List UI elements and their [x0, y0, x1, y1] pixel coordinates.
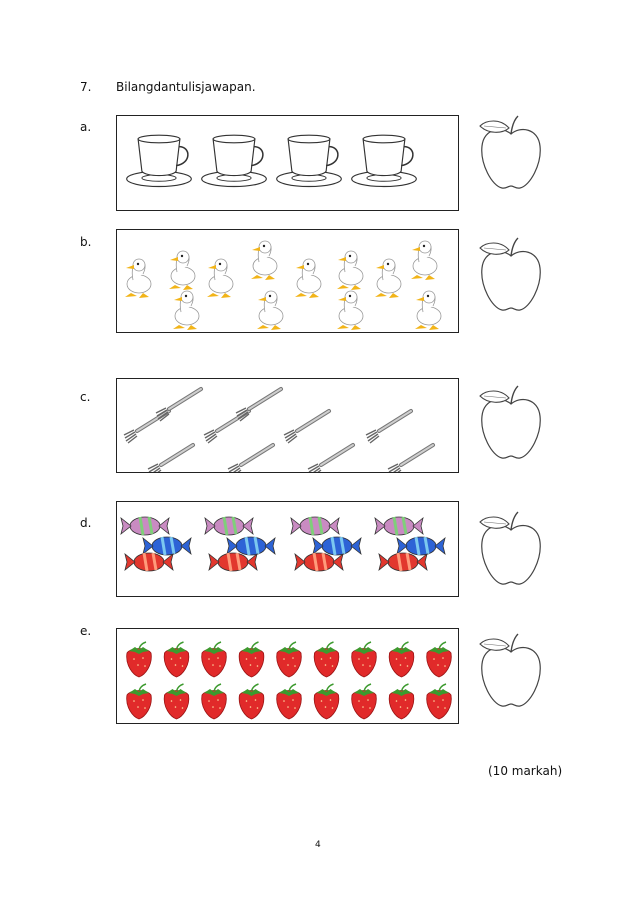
item-label-c: c. [80, 390, 91, 404]
duck-icon [415, 291, 441, 330]
answer-apple-d[interactable] [476, 510, 546, 588]
candy-icon [143, 537, 191, 555]
answer-apple-a[interactable] [476, 114, 546, 192]
candy-icon [379, 553, 427, 571]
cup-icon [127, 135, 192, 186]
picture-box-e [116, 628, 459, 724]
forks-group [117, 379, 458, 472]
fork-icon [308, 445, 353, 472]
strawberry-icon [239, 642, 264, 677]
picture-box-c [116, 378, 459, 473]
duck-icon [337, 251, 363, 290]
picture-box-a [116, 115, 459, 211]
cup-icon [277, 135, 342, 186]
item-label-a: a. [80, 120, 92, 134]
strawberry-icon [352, 642, 377, 677]
duck-icon [375, 259, 401, 298]
strawberries-group [117, 629, 458, 723]
cups-group [117, 116, 458, 210]
duck-icon [173, 291, 199, 330]
fork-icon [284, 411, 329, 443]
strawberry-icon [202, 684, 227, 719]
candy-icon [295, 553, 343, 571]
strawberry-icon [202, 642, 227, 677]
duck-icon [251, 241, 277, 280]
fork-icon [156, 389, 201, 421]
duck-icon [257, 291, 283, 330]
strawberry-icon [164, 684, 189, 719]
strawberry-icon [427, 642, 452, 677]
fork-icon [366, 411, 411, 443]
candies-group [117, 502, 458, 596]
candy-icon [375, 517, 423, 535]
fork-icon [148, 445, 193, 472]
candy-icon [227, 537, 275, 555]
question-instruction: Bilangdantulisjawapan. [116, 80, 256, 94]
question-number: 7. [80, 80, 92, 94]
cup-icon [352, 135, 417, 186]
candy-icon [209, 553, 257, 571]
candy-icon [121, 517, 169, 535]
item-label-e: e. [80, 624, 92, 638]
cup-icon [202, 135, 267, 186]
picture-box-d [116, 501, 459, 597]
strawberry-icon [277, 642, 302, 677]
strawberry-icon [314, 684, 339, 719]
candy-icon [397, 537, 445, 555]
strawberry-icon [277, 684, 302, 719]
candy-icon [205, 517, 253, 535]
item-label-d: d. [80, 516, 92, 530]
answer-apple-c[interactable] [476, 384, 546, 462]
duck-icon [411, 241, 437, 280]
duck-icon [207, 259, 233, 298]
duck-icon [125, 259, 151, 298]
candy-icon [125, 553, 173, 571]
fork-icon [236, 389, 281, 421]
duck-icon [337, 291, 363, 330]
strawberry-icon [239, 684, 264, 719]
ducks-group [117, 230, 458, 332]
answer-apple-b[interactable] [476, 236, 546, 314]
item-label-b: b. [80, 235, 92, 249]
candy-icon [291, 517, 339, 535]
fork-icon [388, 445, 433, 472]
strawberry-icon [389, 642, 414, 677]
strawberry-icon [389, 684, 414, 719]
marks-label: (10 markah) [488, 764, 563, 778]
picture-box-b [116, 229, 459, 333]
fork-icon [228, 445, 273, 472]
duck-icon [169, 251, 195, 290]
answer-apple-e[interactable] [476, 632, 546, 710]
candy-icon [313, 537, 361, 555]
strawberry-icon [127, 642, 152, 677]
strawberry-icon [427, 684, 452, 719]
strawberry-icon [314, 642, 339, 677]
strawberry-icon [352, 684, 377, 719]
page-number: 4 [315, 840, 321, 850]
strawberry-icon [127, 684, 152, 719]
duck-icon [295, 259, 321, 298]
strawberry-icon [164, 642, 189, 677]
